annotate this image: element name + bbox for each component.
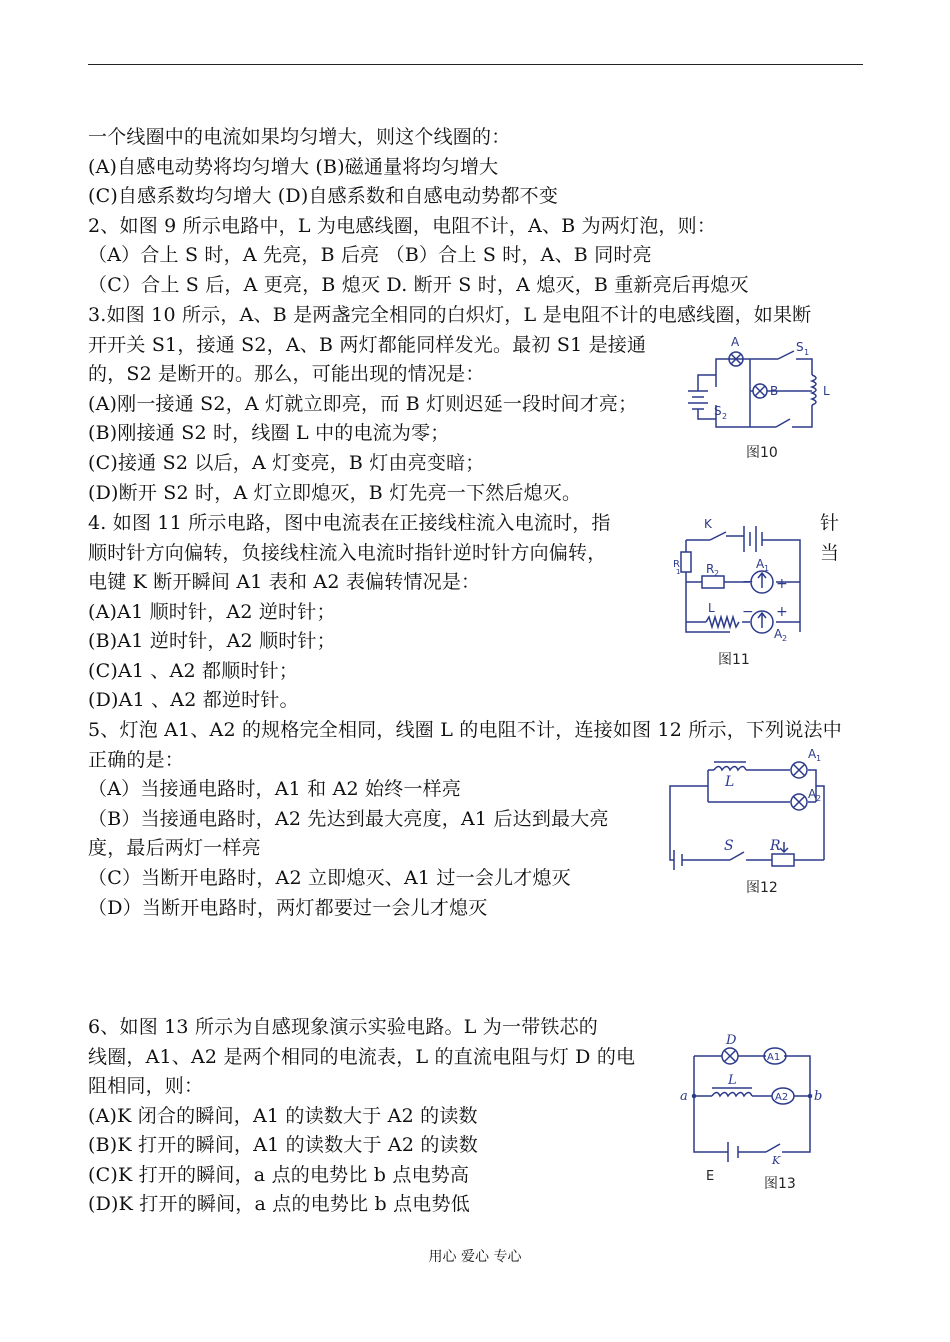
fig12-label-a1-sub: 1 <box>816 754 822 763</box>
fig11-plus-1: + <box>776 576 788 592</box>
fig11-plus-2: + <box>776 604 788 620</box>
q6-option: (B)K 打开的瞬间，A1 的读数大于 A2 的读数 <box>88 1134 478 1156</box>
fig12-caption: 图12 <box>746 880 778 896</box>
fig11-label-a1-sub: 1 <box>764 564 770 573</box>
q5-option: （D）当断开电路时，两灯都要过一会儿才熄灭 <box>88 897 488 919</box>
figure-11-circuit <box>672 512 812 672</box>
fig13-label-b: b <box>814 1089 823 1104</box>
q2-option-ab: （A）合上 S 时，A 先亮，B 后亮 （B）合上 S 时，A、B 同时亮 <box>88 244 652 266</box>
q3-option: (D)断开 S2 时，A 灯立即熄灭，B 灯先亮一下然后熄灭。 <box>88 482 582 504</box>
q6-stem-line: 阻相同，则： <box>88 1075 204 1097</box>
q6-option: (A)K 闭合的瞬间，A1 的读数大于 A2 的读数 <box>88 1105 478 1127</box>
q6-option: (D)K 打开的瞬间，a 点的电势比 b 点电势低 <box>88 1193 470 1215</box>
fig10-label-l: L <box>823 384 830 398</box>
fig10-label-s2-sub: 2 <box>722 412 728 421</box>
fig13-label-a: a <box>680 1089 688 1104</box>
q5-option: （A）当接通电路时，A1 和 A2 始终一样亮 <box>88 778 462 800</box>
q6-stem-line: 线圈，A1、A2 是两个相同的电流表，L 的直流电阻与灯 D 的电 <box>88 1046 636 1068</box>
fig13-label-a2: A2 <box>775 1092 789 1103</box>
fig11-label-r2-sub: 2 <box>714 569 720 578</box>
fig13-caption: 图13 <box>764 1176 796 1192</box>
q4-option: (D)A1 、A2 都逆时针。 <box>88 689 299 711</box>
fig10-label-b: B <box>770 384 779 398</box>
q4-stem-right: 针 <box>820 512 840 534</box>
q2-stem: 2、如图 9 所示电路中，L 为电感线圈，电阻不计，A、B 为两灯泡，则： <box>88 215 717 237</box>
q3-stem-line: 3.如图 10 所示，A、B 是两盏完全相同的白炽灯，L 是电阻不计的电感线圈，如果断 <box>88 304 812 326</box>
fig13-label-d: D <box>726 1033 737 1048</box>
fig10-caption: 图10 <box>746 445 778 461</box>
fig12-label-r: R <box>770 838 781 854</box>
q1-stem: 一个线圈中的电流如果均匀增大，则这个线圈的： <box>88 126 511 148</box>
fig11-label-a2: A <box>774 627 783 641</box>
page-footer: 用心 爱心 专心 <box>428 1249 522 1265</box>
fig13-label-e: E <box>706 1169 715 1184</box>
q5-option: （B）当接通电路时，A2 先达到最大亮度，A1 后达到最大亮 <box>88 808 609 830</box>
fig10-label-a: A <box>731 335 740 349</box>
fig12-label-a2: A <box>808 787 817 801</box>
figure-12-circuit <box>664 746 832 898</box>
fig11-label-r1-sub: 1 <box>676 568 681 576</box>
q5-stem-line: 5、灯泡 A1、A2 的规格完全相同，线圈 L 的电阻不计，连接如图 12 所示，下列说法中 <box>88 719 842 741</box>
q4-option: (A)A1 顺时针，A2 逆时针； <box>88 601 336 623</box>
fig10-label-s1-sub: 1 <box>804 348 810 357</box>
q4-stem-right: 当 <box>820 542 840 564</box>
fig13-label-a1: A1 <box>767 1052 781 1063</box>
fig11-label-k: K <box>704 517 712 531</box>
header-rule <box>88 64 863 65</box>
fig12-label-s: S <box>724 838 734 854</box>
fig12-label-a2-sub: 2 <box>816 794 822 803</box>
q6-stem-line: 6、如图 13 所示为自感现象演示实验电路。L 为一带铁芯的 <box>88 1016 599 1038</box>
q5-stem-line: 正确的是： <box>88 749 185 771</box>
q1-option-cd: (C)自感系数均匀增大 (D)自感系数和自感电动势都不变 <box>88 185 559 207</box>
fig11-label-r1: R <box>673 559 680 570</box>
fig11-label-a1: A <box>756 557 765 571</box>
fig10-label-s2: S <box>714 404 722 418</box>
figure-13-circuit <box>676 1032 826 1198</box>
q5-option-continued: 度，最后两灯一样亮 <box>88 837 261 859</box>
q4-stem-line: 顺时针方向偏转，负接线柱流入电流时指针逆时针方向偏转， <box>88 542 607 564</box>
fig11-label-r2: R <box>706 562 715 576</box>
q3-option: (A)刚一接通 S2，A 灯就立即亮，而 B 灯则迟延一段时间才亮； <box>88 393 638 415</box>
q6-option: (C)K 打开的瞬间，a 点的电势比 b 点电势高 <box>88 1164 470 1186</box>
figure-10-circuit <box>680 335 840 465</box>
q4-stem-line: 4. 如图 11 所示电路，图中电流表在正接线柱流入电流时，指 <box>88 512 611 534</box>
q2-option-cd: （C）合上 S 后，A 更亮，B 熄灭 D. 断开 S 时，A 熄灭，B 重新亮后再熄灭 <box>88 274 749 296</box>
fig11-minus-1: − <box>742 574 754 590</box>
q4-stem-line: 电键 K 断开瞬间 A1 表和 A2 表偏转情况是： <box>88 571 481 593</box>
fig13-label-l: L <box>728 1073 737 1088</box>
q4-option: (B)A1 逆时针，A2 顺时针； <box>88 630 336 652</box>
fig11-label-l: L <box>708 601 715 615</box>
fig12-label-l: L <box>725 774 735 790</box>
q5-option: （C）当断开电路时，A2 立即熄灭、A1 过一会儿才熄灭 <box>88 867 571 889</box>
fig11-caption: 图11 <box>718 652 750 668</box>
q3-option: (C)接通 S2 以后，A 灯变亮，B 灯由亮变暗； <box>88 452 485 474</box>
fig10-label-s1: S <box>796 340 804 354</box>
q3-stem-line: 的，S2 是断开的。那么，可能出现的情况是： <box>88 363 485 385</box>
q3-stem-line: 开开关 S1，接通 S2，A、B 两灯都能同样发光。最初 S1 是接通 <box>88 334 647 356</box>
q3-option: (B)刚接通 S2 时，线圈 L 中的电流为零； <box>88 422 450 444</box>
fig11-label-a2-sub: 2 <box>782 634 788 643</box>
q4-option: (C)A1 、A2 都顺时针； <box>88 660 299 682</box>
fig12-label-a1: A <box>808 747 817 761</box>
fig11-minus-2: − <box>742 604 754 620</box>
q1-option-ab: (A)自感电动势将均匀增大 (B)磁通量将均匀增大 <box>88 156 499 178</box>
fig13-label-k: K <box>772 1154 781 1167</box>
